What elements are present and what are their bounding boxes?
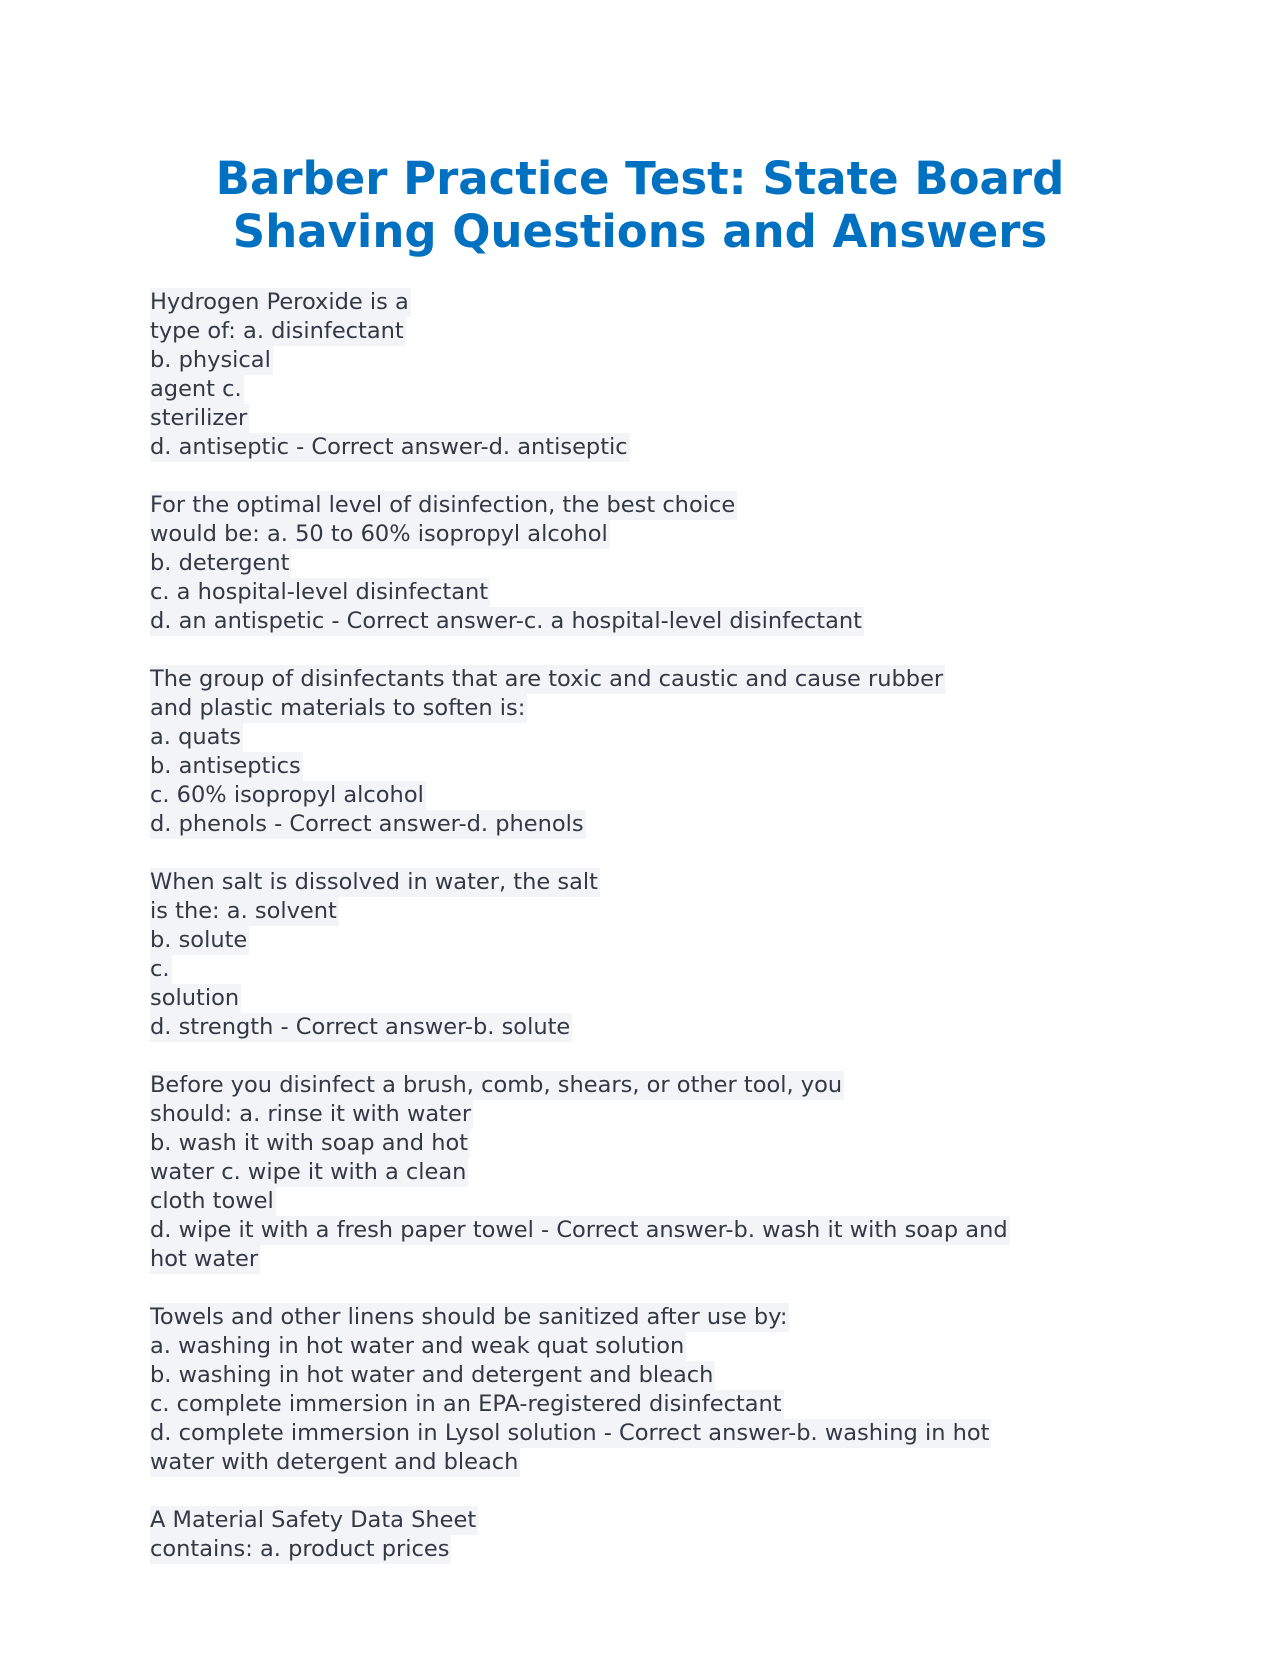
question-text-line: hot water — [150, 1246, 259, 1272]
question-text-line: Before you disinfect a brush, comb, shears, or other tool, you — [150, 1072, 843, 1098]
title-line-1: Barber Practice Test: State Board — [215, 152, 1065, 205]
question-text-line: b. washing in hot water and detergent and bleach — [150, 1362, 714, 1388]
question-block — [150, 665, 1150, 839]
question-block — [150, 288, 1150, 462]
question-text-line: and plastic materials to soften is: — [150, 695, 526, 721]
question-text-line: a. quats — [150, 724, 241, 750]
question-text-line: should: a. rinse it with water — [150, 1101, 472, 1127]
document-title — [0, 152, 1280, 258]
question-text-line: solution — [150, 985, 240, 1011]
question-text-line: Hydrogen Peroxide is a — [150, 289, 409, 315]
question-text-line: b. antiseptics — [150, 753, 301, 779]
question-text-line: sterilizer — [150, 405, 248, 431]
question-text-line: b. solute — [150, 927, 248, 953]
question-text-line: d. phenols - Correct answer-d. phenols — [150, 811, 584, 837]
question-text-line: A Material Safety Data Sheet — [150, 1507, 477, 1533]
question-block — [150, 1071, 1150, 1274]
question-text-line: The group of disinfectants that are toxic and caustic and cause rubber — [150, 666, 944, 692]
question-text-line: Towels and other linens should be sanitized after use by: — [150, 1304, 788, 1330]
question-text-line: c. a hospital-level disinfectant — [150, 579, 489, 605]
question-text-line: b. wash it with soap and hot — [150, 1130, 469, 1156]
question-text-line: For the optimal level of disinfection, the best choice — [150, 492, 736, 518]
question-text-line: b. physical — [150, 347, 271, 373]
question-block — [150, 1506, 1150, 1564]
question-text-line: type of: a. disinfectant — [150, 318, 404, 344]
question-block — [150, 491, 1150, 636]
question-text-line: contains: a. product prices — [150, 1536, 450, 1562]
question-text-line: a. washing in hot water and weak quat solution — [150, 1333, 685, 1359]
question-text-line: When salt is dissolved in water, the salt — [150, 869, 598, 895]
question-text-line: d. wipe it with a fresh paper towel - Correct answer-b. wash it with soap and — [150, 1217, 1008, 1243]
question-text-line: c. 60% isopropyl alcohol — [150, 782, 424, 808]
question-text-line: d. complete immersion in Lysol solution - Correct answer-b. washing in hot — [150, 1420, 990, 1446]
question-text-line: water with detergent and bleach — [150, 1449, 519, 1475]
question-text-line: would be: a. 50 to 60% isopropyl alcohol — [150, 521, 608, 547]
question-text-line: b. detergent — [150, 550, 290, 576]
question-text-line: d. antiseptic - Correct answer-d. antiseptic — [150, 434, 628, 460]
question-text-line: cloth towel — [150, 1188, 274, 1214]
title-line-2: Shaving Questions and Answers — [232, 205, 1048, 258]
question-text-line: is the: a. solvent — [150, 898, 337, 924]
question-block — [150, 1303, 1150, 1477]
question-text-line: c. — [150, 956, 170, 982]
question-text-line: agent c. — [150, 376, 242, 402]
question-text-line: d. an antispetic - Correct answer-c. a hospital-level disinfectant — [150, 608, 862, 634]
question-block — [150, 868, 1150, 1042]
question-list — [150, 288, 1150, 1593]
question-text-line: c. complete immersion in an EPA-registered disinfectant — [150, 1391, 782, 1417]
question-text-line: water c. wipe it with a clean — [150, 1159, 467, 1185]
question-text-line: d. strength - Correct answer-b. solute — [150, 1014, 571, 1040]
